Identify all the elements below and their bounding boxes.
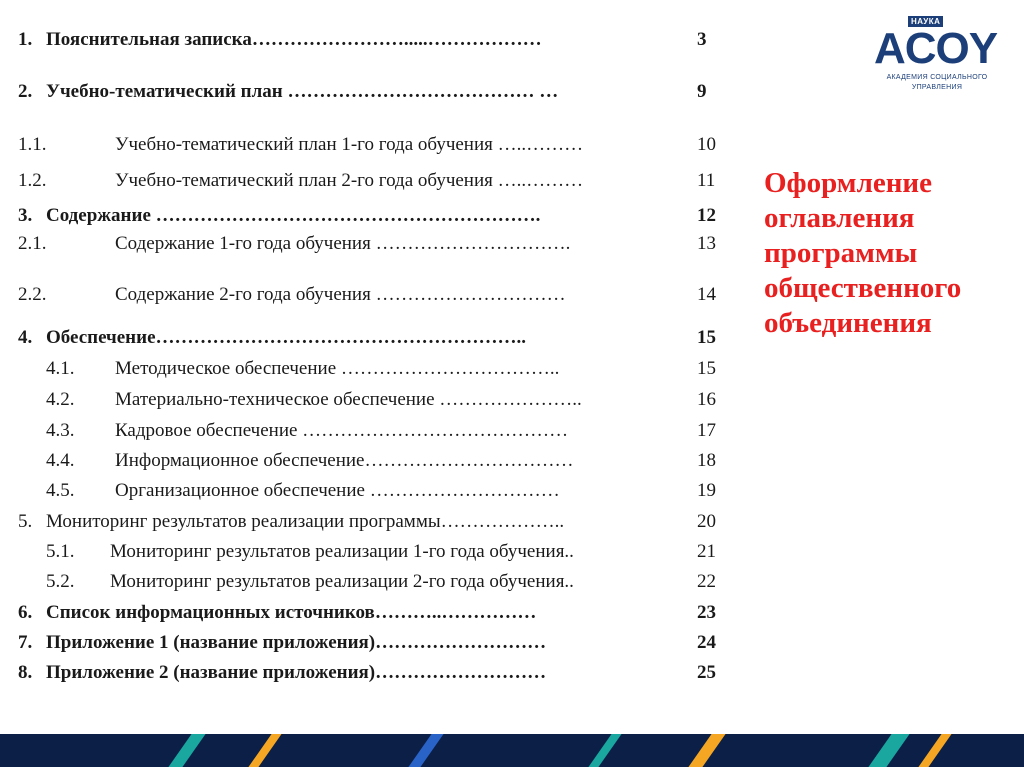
footer-stripe: [918, 734, 951, 767]
toc-entry-title: Список информационных источников………..……………: [46, 602, 537, 623]
toc-entry-page: 21: [697, 541, 716, 562]
logo-subtitle-line-1: АКАДЕМИЯ СОЦИАЛЬНОГО: [886, 74, 988, 81]
toc-entry-number: 4.1.: [46, 358, 75, 379]
toc-entry-number: 4.: [18, 327, 33, 348]
toc-entry-number: 2.1.: [18, 233, 47, 254]
toc-entry-number: 8.: [18, 662, 33, 683]
toc-entry-number: 5.2.: [46, 571, 75, 592]
footer-stripe: [408, 734, 443, 767]
toc-entry-title: Обеспечение…………………………………………………..: [46, 327, 527, 348]
toc-entry-title: Организационное обеспечение …………………………: [115, 480, 560, 501]
toc-entry-page: 25: [697, 662, 716, 683]
footer-stripe: [588, 734, 621, 767]
toc-entry-page: 22: [697, 571, 716, 592]
toc-entry-page: 23: [697, 602, 716, 623]
toc-entry-page: 15: [697, 327, 716, 348]
toc-entry-page: 16: [697, 389, 716, 410]
footer-band: [0, 734, 1024, 767]
toc-entry-title: Содержание 1-го года обучения ………………………….: [115, 233, 571, 254]
toc-entry-page: 24: [697, 632, 716, 653]
toc-entry-title: Мониторинг результатов реализации 1-го года обучения..: [110, 541, 574, 562]
toc-entry-title: Кадровое обеспечение ……………………………………: [115, 420, 569, 441]
toc-entry-page: 11: [697, 170, 716, 191]
toc-entry-number: 4.3.: [46, 420, 75, 441]
footer-stripe: [688, 734, 725, 767]
toc-entry-title: Материально-техническое обеспечение …………………..: [115, 389, 582, 410]
footer-stripe: [868, 734, 909, 767]
toc-entry-page: 15: [697, 358, 716, 379]
logo-tag: НАУКА: [908, 16, 943, 27]
toc-entry-page: 14: [697, 284, 716, 305]
toc-entry-number: 5.1.: [46, 541, 75, 562]
logo-subtitle-line-2: УПРАВЛЕНИЯ: [911, 84, 963, 91]
toc-entry-number: 4.5.: [46, 480, 75, 501]
toc-entry-title: Мониторинг результатов реализации программы………………..: [46, 511, 565, 532]
toc-entry-page: 18: [697, 450, 716, 471]
toc-entry-number: 4.4.: [46, 450, 75, 471]
toc-entry-page: 10: [697, 134, 716, 155]
toc-entry-number: 2.: [18, 81, 33, 102]
toc-entry-page: 3: [697, 29, 707, 50]
slide-title: Оформление оглавления программы общественного объединения: [764, 167, 962, 339]
toc-entry-title: Методическое обеспечение ……………………………..: [115, 358, 560, 379]
toc-entry-title: Приложение 2 (название приложения)………………………: [46, 662, 547, 683]
toc-entry-number: 1.: [18, 29, 33, 50]
toc-entry-number: 3.: [18, 205, 33, 226]
logo-mark: ACOY: [874, 24, 998, 73]
toc-entry-number: 1.2.: [18, 170, 47, 191]
toc-entry-title: Содержание 2-го года обучения …………………………: [115, 284, 566, 305]
asou-logo: [870, 16, 1004, 96]
toc-entry-page: 19: [697, 480, 716, 501]
toc-entry-title: Учебно-тематический план ………………………………… …: [46, 81, 559, 102]
toc-entry-number: 5.: [18, 511, 33, 532]
toc-entry-page: 20: [697, 511, 716, 532]
toc-entry-title: Информационное обеспечение……………………………: [115, 450, 574, 471]
footer-stripe: [248, 734, 281, 767]
toc-entry-page: 12: [697, 205, 716, 226]
toc-entry-title: Учебно-тематический план 2-го года обучения …..………: [115, 170, 584, 191]
toc-entry-title: Мониторинг результатов реализации 2-го года обучения..: [110, 571, 574, 592]
toc-entry-title: Учебно-тематический план 1-го года обучения …..………: [115, 134, 584, 155]
toc-entry-page: 13: [697, 233, 716, 254]
footer-stripe: [168, 734, 205, 767]
toc-entry-number: 6.: [18, 602, 33, 623]
toc-entry-title: Содержание …………………………………………………….: [46, 205, 541, 226]
toc-entry-title: Пояснительная записка…………………….....………………: [46, 29, 542, 50]
toc-entry-page: 17: [697, 420, 716, 441]
toc-entry-number: 2.2.: [18, 284, 47, 305]
toc-entry-title: Приложение 1 (название приложения)………………………: [46, 632, 547, 653]
toc-entry-number: 4.2.: [46, 389, 75, 410]
toc-entry-page: 9: [697, 81, 707, 102]
toc-entry-number: 7.: [18, 632, 33, 653]
toc-entry-number: 1.1.: [18, 134, 47, 155]
